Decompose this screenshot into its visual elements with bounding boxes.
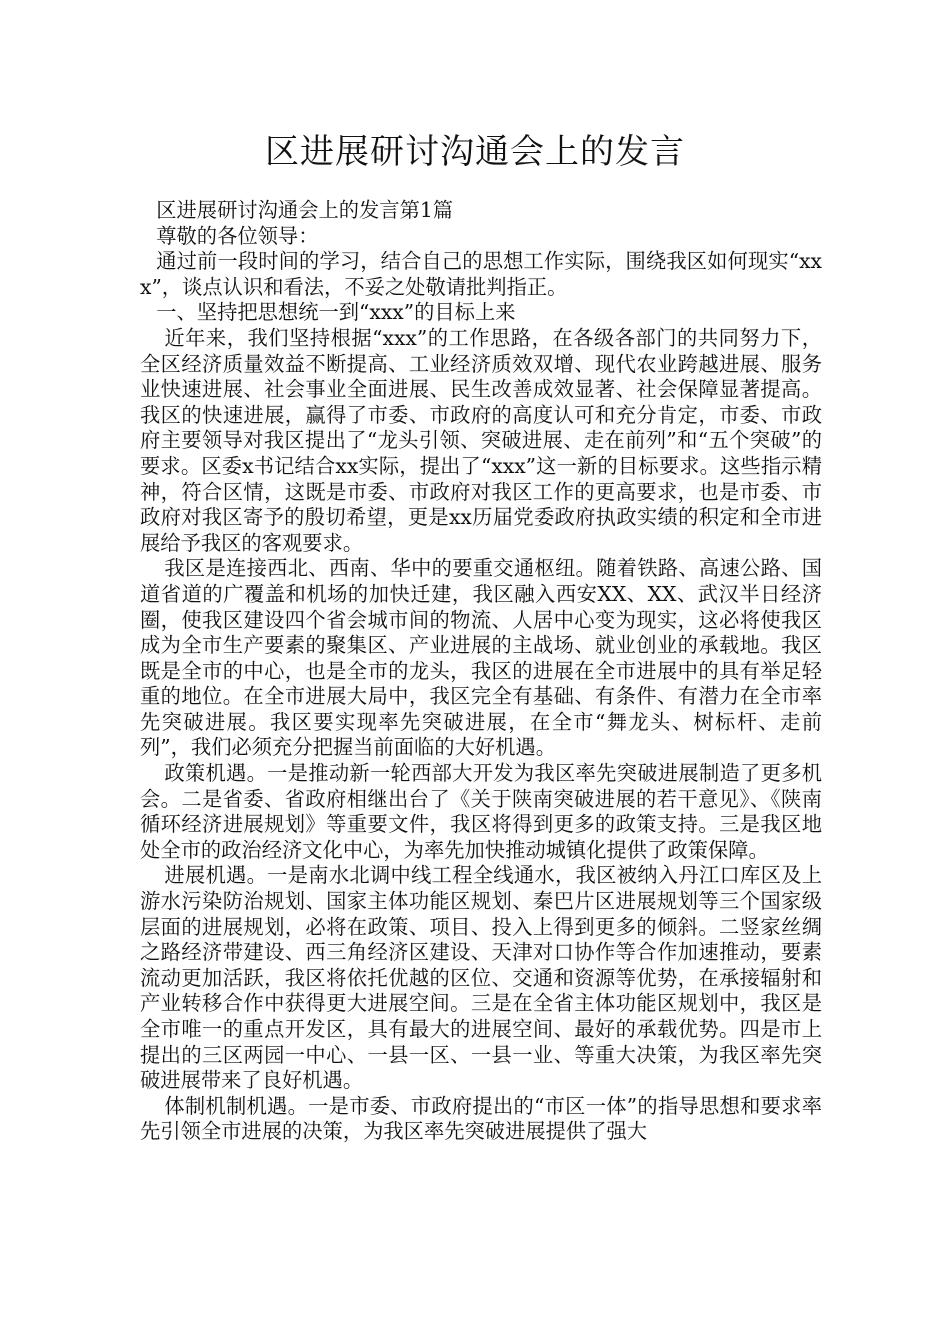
heading-1: 一、坚持把思想统一到“xxx”的目标上来 [156,300,516,325]
paragraph-intro: 通过前一段时间的学习，结合自己的思想工作实际，围绕我区如何现实“xxx”，谈点认识和看法，不妥之处敬请批判指正。 [140,249,822,299]
document-title: 区进展研讨沟通会上的发言 [265,132,685,172]
paragraph-transport-hub: 我区是连接西北、西南、华中的要重交通枢纽。随着铁路、高速公路、国道省道的广覆盖和机场的加快迁建，我区融入西安XX、XX、武汉半日经济圈，使我区建设四个省会城市间的物流、人居中心变为现实，这必将使我区成为全市生产要素的聚集区、产业进展的主战场、就业创业的承载地。我区既是全市的中心，也是全市的龙头，我区的进展在全市进展中的具有举足轻重的地位。在全市进展大局中，我区完全有基础、有条件、有潜力在全市率先突破进展。我区要实现率先突破进展，在全市“舞龙头、树标杆、走前列”，我们必须充分把握当前面临的大好机遇。 [140,556,822,760]
document-body [140,198,822,1145]
paragraph-development-opportunity: 进展机遇。一是南水北调中线工程全线通水，我区被纳入丹江口库区及上游水污染防治规划、国家主体功能区规划、秦巴片区进展规划等三个国家级层面的进展规划，必将在政策、项目、投入上得到更多的倾斜。二竖家丝绸之路经济带建设、西三角经济区建设、天津对口协作等合作加速推动，要素流动更加活跃，我区将依托优越的区位、交通和资源等优势，在承接辐射和产业转移合作中获得更大进展空间。三是在全省主体功能区规划中，我区是全市唯一的重点开发区，具有最大的进展空间、最好的承载优势。四是市上提出的三区两园一中心、一县一区、一县一业、等重大决策，为我区率先突破进展带来了良好机遇。 [140,863,822,1093]
paragraph-policy-opportunity: 政策机遇。一是推动新一轮西部大开发为我区率先突破进展制造了更多机会。二是省委、省政府相继出台了《关于陕南突破进展的若干意见》、《陕南循环经济进展规划》等重要文件，我区将得到更多的政策支持。三是我区地处全市的政治经济文化中心，为率先加快推动城镇化提供了政策保障。 [140,761,822,862]
section-title: 区进展研讨沟通会上的发言第1篇 [156,198,454,222]
paragraph-institutional-opportunity: 体制机制机遇。一是市委、市政府提出的“市区一体”的指导思想和要求率先引领全市进展的决策，为我区率先突破进展提供了强大 [140,1093,822,1144]
paragraph-recent-years: 近年来，我们坚持根据“xxx”的工作思路，在各级各部门的共同努力下，全区经济质量效益不断提高、工业经济质效双增、现代农业跨越进展、服务业快速进展、社会事业全面进展、民生改善成效显著、社会保障显著提高。我区的快速进展，赢得了市委、市政府的高度认可和充分肯定，市委、市政府主要领导对我区提出了“龙头引领、突破进展、走在前列”和“五个突破”的要求。区委x书记结合xx实际，提出了“xxx”这一新的目标要求。这些指示精神，符合区情，这既是市委、市政府对我区工作的更高要求，也是市委、市政府对我区寄予的殷切希望，更是xx历届党委政府执政实绩的积定和全市进展给予我区的客观要求。 [140,325,822,555]
salutation: 尊敬的各位领导： [156,223,319,248]
